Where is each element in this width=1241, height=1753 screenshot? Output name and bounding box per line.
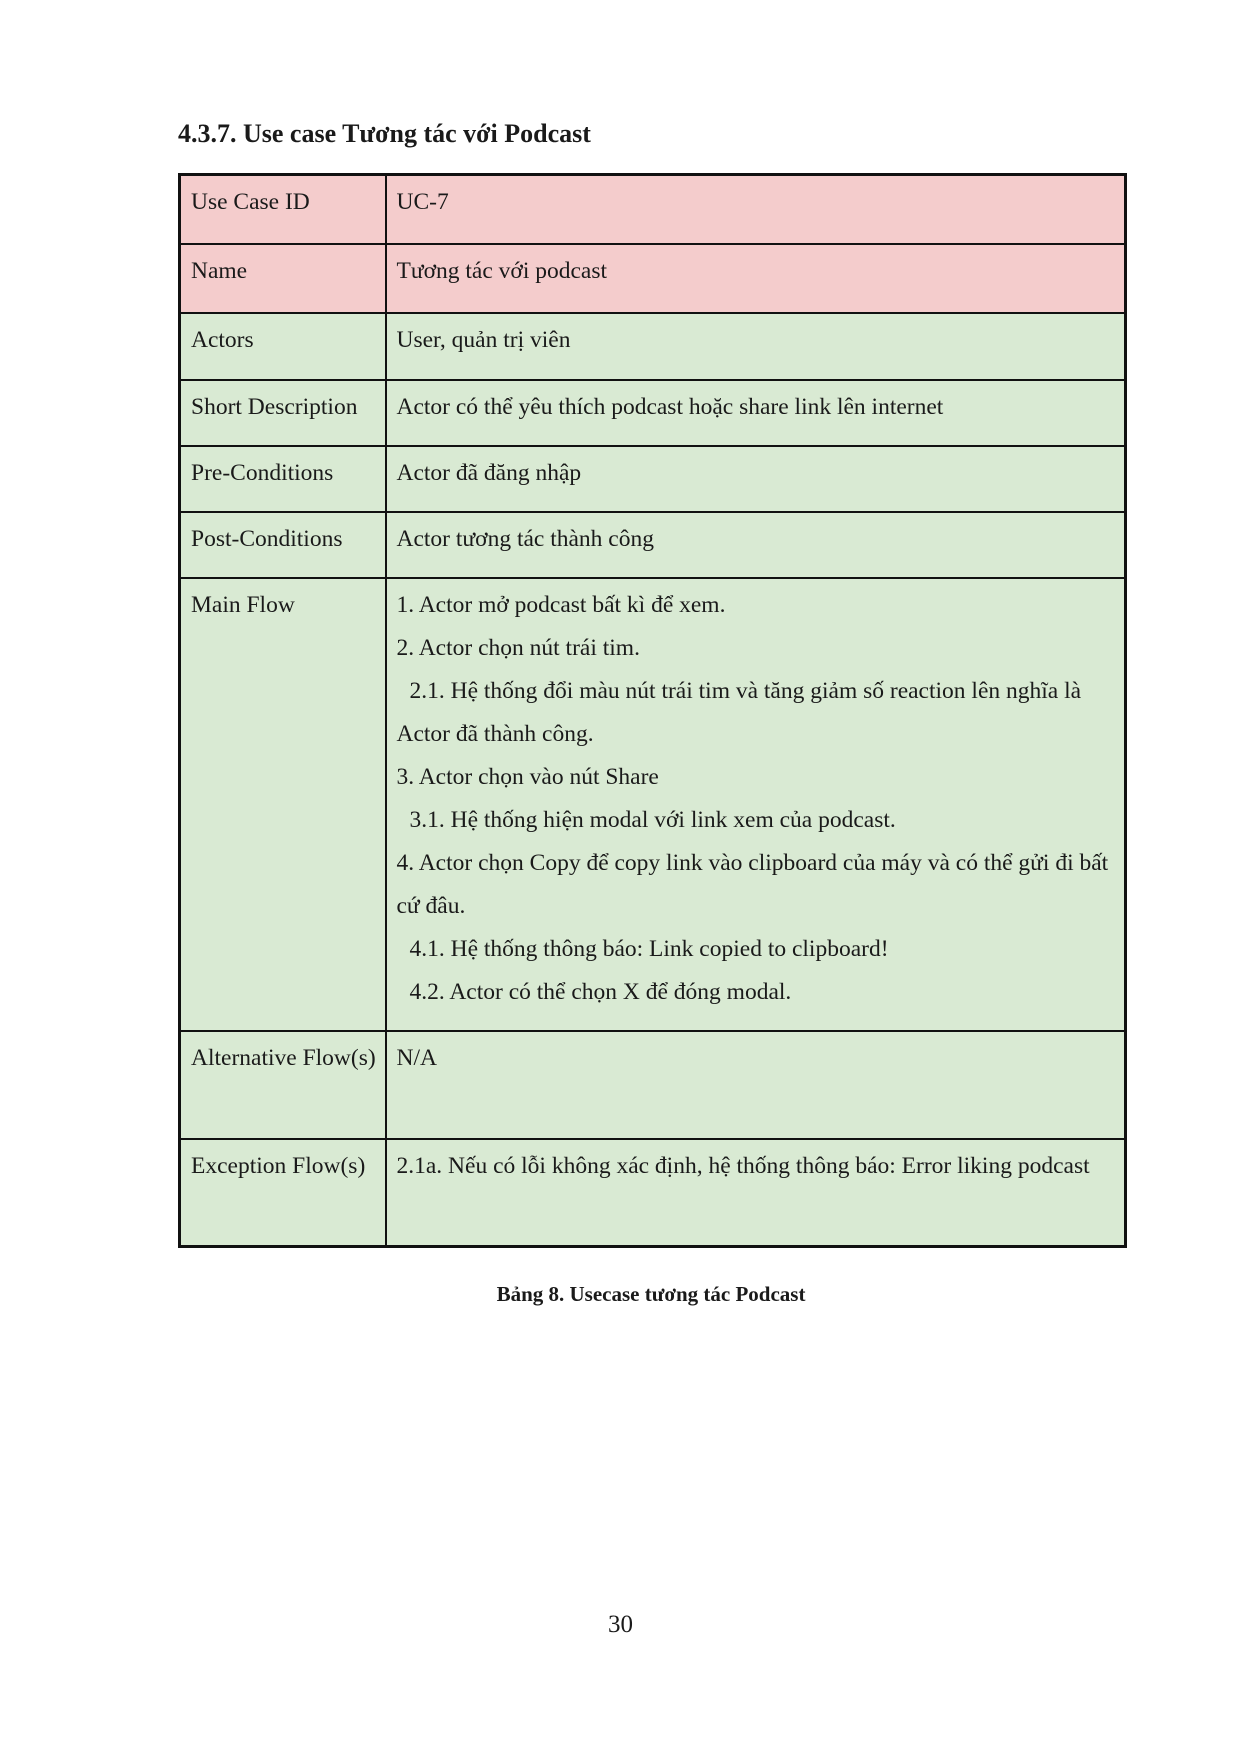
flow-step: 2.1. Hệ thống đổi màu nút trái tim và tăng giảm số reaction lên nghĩa là Actor đã thành công.	[396, 677, 1082, 747]
row-value: Actor có thể yêu thích podcast hoặc share link lên internet	[386, 380, 1126, 446]
flow-step: 4.2. Actor có thể chọn X để đóng modal.	[409, 978, 792, 1005]
flow-step: 3. Actor chọn vào nút Share	[396, 763, 659, 790]
row-label: Post-Conditions	[180, 512, 386, 578]
row-pre-conditions	[180, 446, 1126, 512]
row-label: Exception Flow(s)	[180, 1139, 386, 1247]
row-value: N/A	[386, 1031, 1126, 1139]
flow-step: 4. Actor chọn Copy để copy link vào clipboard của máy và có thể gửi đi bất cứ đâu.	[396, 849, 1109, 919]
row-value: Actor tương tác thành công	[386, 512, 1126, 578]
row-use-case-id	[180, 175, 1126, 244]
table-caption: Bảng 8. Usecase tương tác Podcast	[496, 1282, 806, 1306]
row-label: Name	[180, 244, 386, 313]
row-label: Use Case ID	[180, 175, 386, 244]
row-value: 2.1a. Nếu có lỗi không xác định, hệ thống thông báo: Error liking podcast	[386, 1139, 1126, 1247]
row-short-description	[180, 380, 1126, 446]
flow-step: 3.1. Hệ thống hiện modal với link xem của podcast.	[409, 806, 896, 833]
row-value: UC-7	[386, 175, 1126, 244]
row-label: Main Flow	[180, 578, 386, 1031]
row-label: Pre-Conditions	[180, 446, 386, 512]
row-label: Short Description	[180, 380, 386, 446]
row-name	[180, 244, 1126, 313]
row-value: Actor đã đăng nhập	[386, 446, 1126, 512]
page-number: 30	[608, 1611, 633, 1638]
section-heading: 4.3.7. Use case Tương tác với Podcast	[178, 119, 591, 148]
row-label: Actors	[180, 313, 386, 380]
flow-step: 1. Actor mở podcast bất kì để xem.	[396, 591, 726, 618]
usecase-table	[178, 173, 1127, 1248]
flow-step: 2. Actor chọn nút trái tim.	[396, 634, 640, 661]
row-label: Alternative Flow(s)	[180, 1031, 386, 1139]
row-alternative-flows	[180, 1031, 1126, 1139]
row-post-conditions	[180, 512, 1126, 578]
row-exception-flows	[180, 1139, 1126, 1247]
row-value: User, quản trị viên	[386, 313, 1126, 380]
row-actors	[180, 313, 1126, 380]
row-main-flow	[180, 578, 1126, 1031]
flow-step: 4.1. Hệ thống thông báo: Link copied to clipboard!	[409, 935, 889, 962]
row-value: Tương tác với podcast	[386, 244, 1126, 313]
main-flow-steps	[386, 578, 1126, 1031]
